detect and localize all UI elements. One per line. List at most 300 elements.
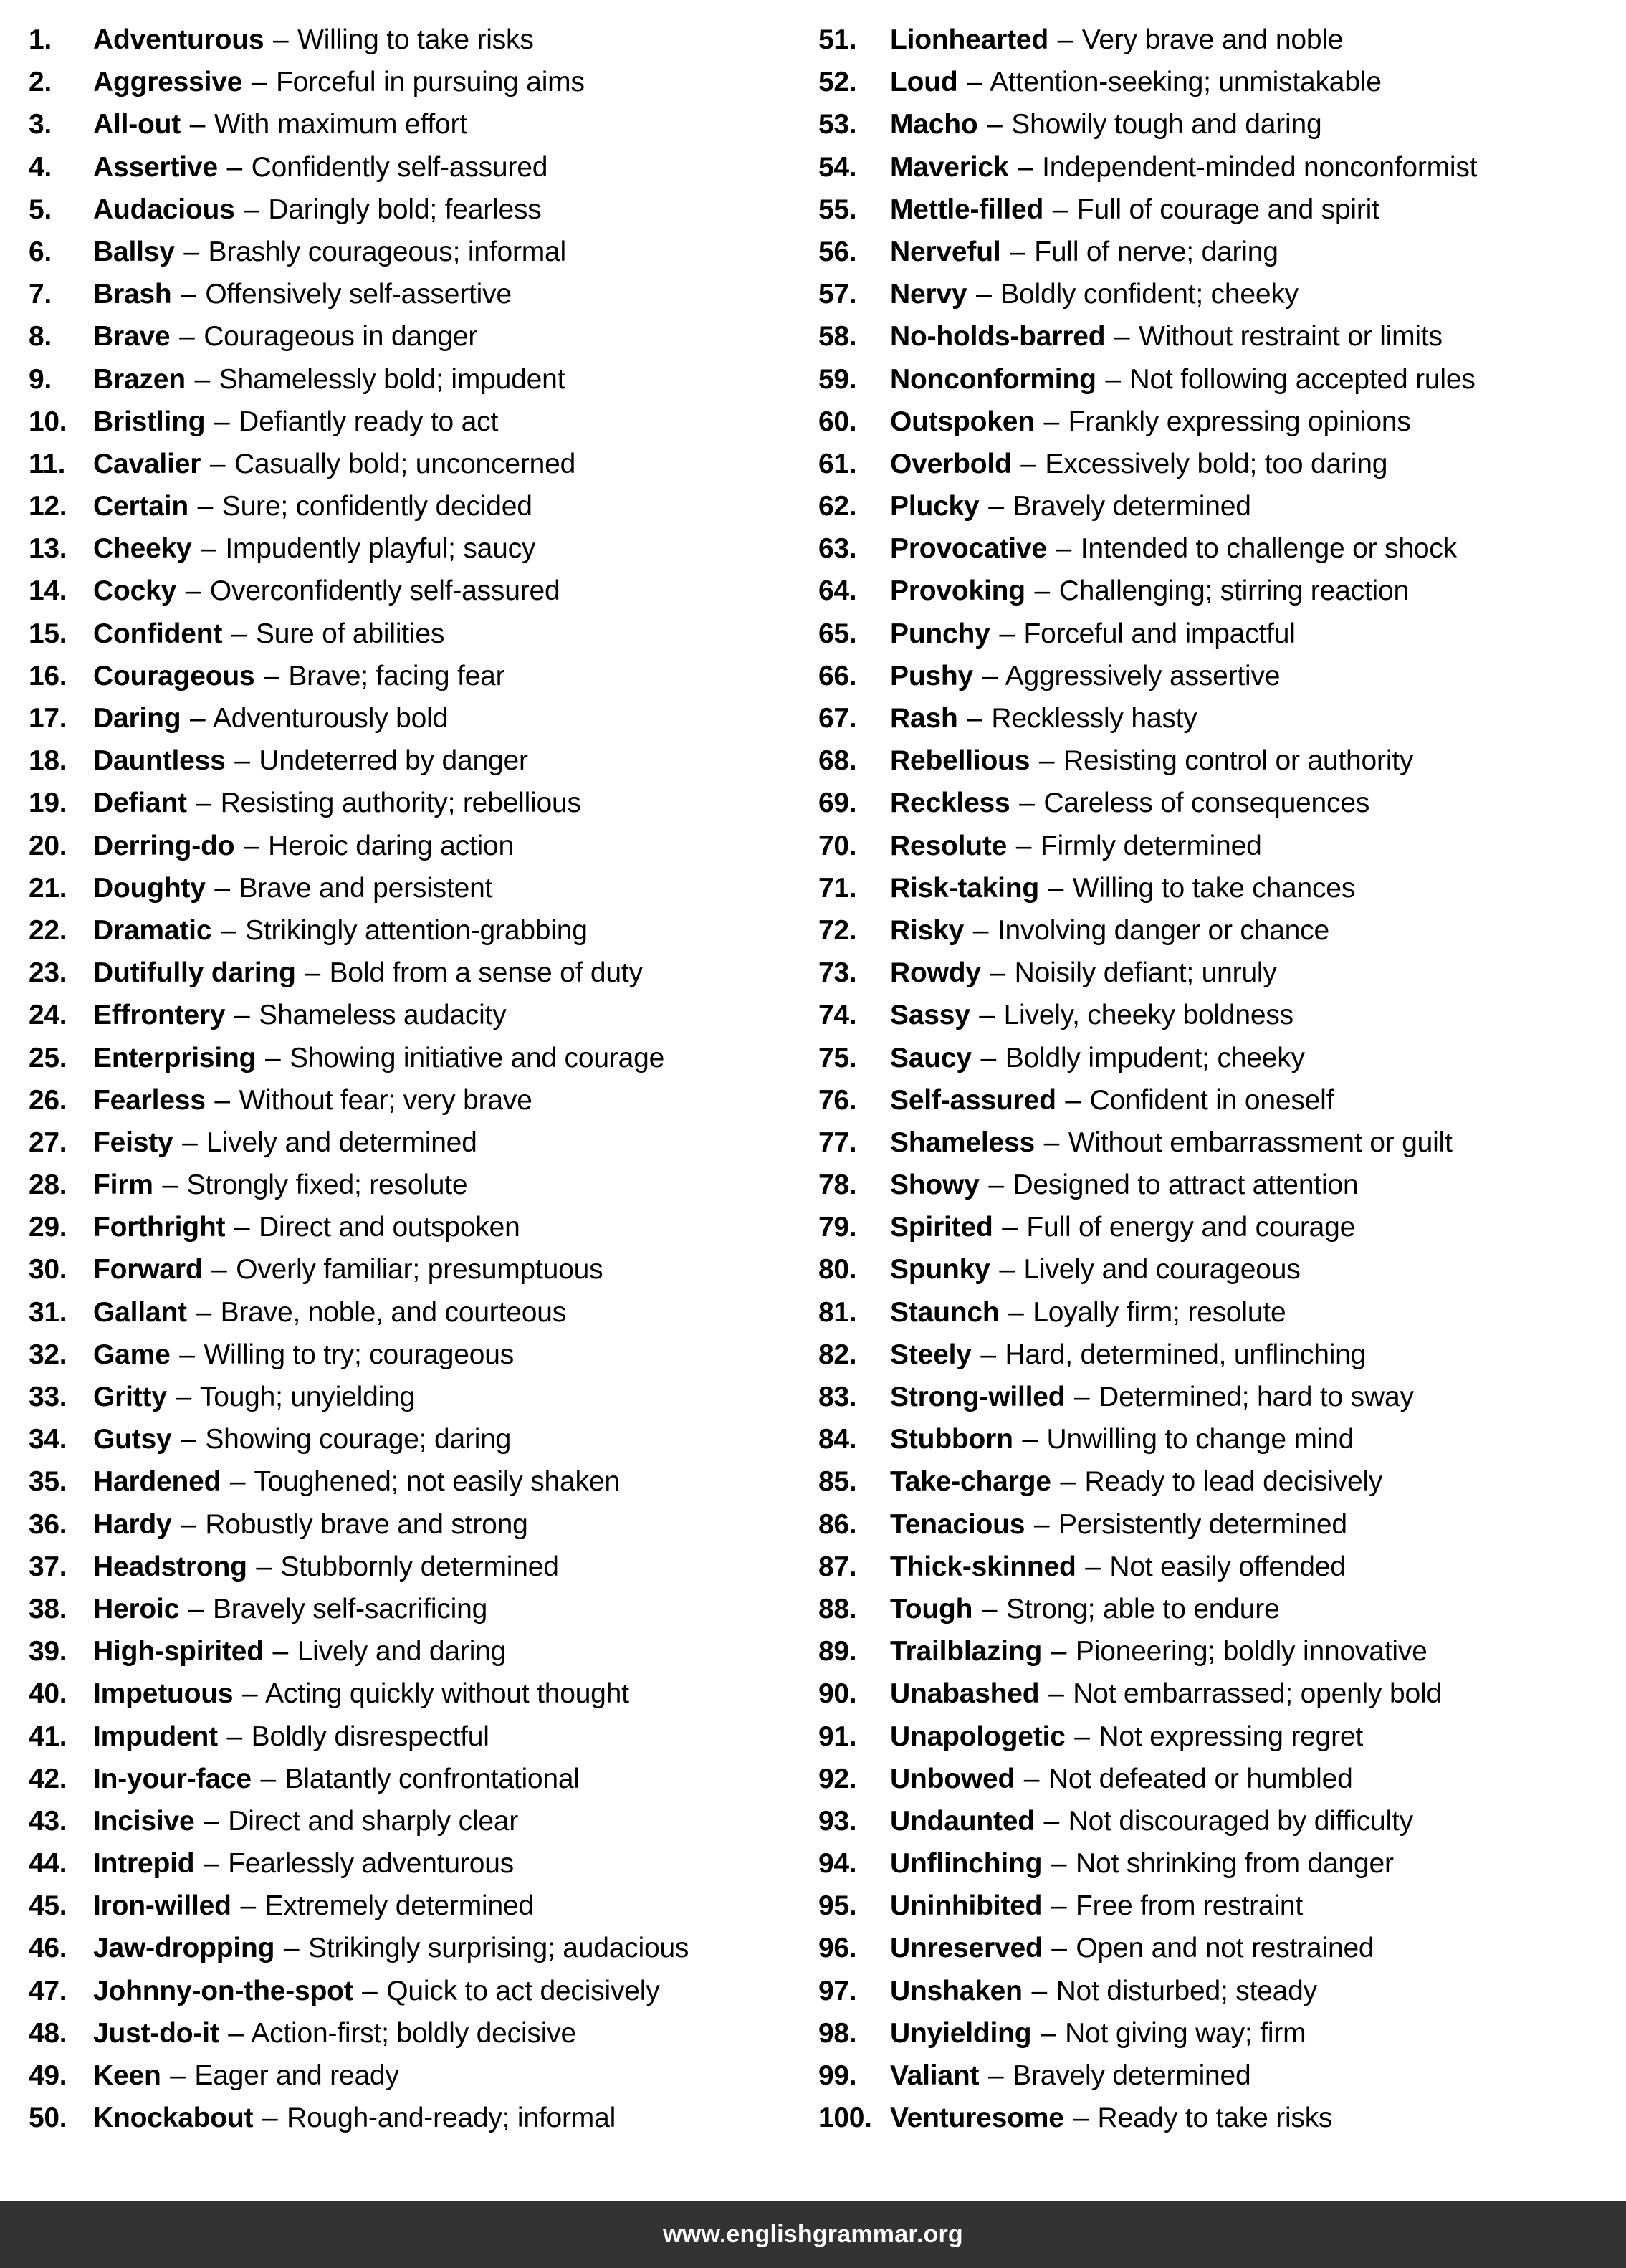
list-item-text bbox=[890, 2012, 1620, 2054]
list-item-text bbox=[93, 952, 807, 994]
list-item-word: Saucy bbox=[890, 1042, 972, 1073]
list-item-word: Undaunted bbox=[890, 1805, 1035, 1837]
list-item-separator: – bbox=[1040, 2017, 1056, 2049]
list-item-separator: – bbox=[1051, 1933, 1067, 1964]
list-item-number: 29. bbox=[29, 1212, 67, 1243]
list-item-definition: Full of courage and spirit bbox=[1076, 193, 1379, 225]
list-item bbox=[818, 867, 1620, 909]
list-item-definition: Quick to act decisively bbox=[386, 1975, 660, 2006]
list-item bbox=[24, 146, 807, 188]
list-item-number: 61. bbox=[818, 448, 857, 479]
list-item-text bbox=[93, 1164, 807, 1206]
list-item-text bbox=[890, 273, 1620, 315]
list-item-separator: – bbox=[196, 788, 211, 819]
list-item-number: 48. bbox=[29, 2017, 67, 2049]
list-item-word: Unabashed bbox=[890, 1678, 1040, 1710]
list-item-text bbox=[93, 146, 807, 188]
list-item-text bbox=[890, 1291, 1620, 1334]
list-item-separator: – bbox=[228, 2017, 244, 2049]
list-item-definition: Noisily defiant; unruly bbox=[1014, 957, 1277, 989]
list-item-word: Just-do-it bbox=[93, 2017, 219, 2049]
list-item bbox=[818, 1503, 1620, 1546]
list-item-text bbox=[890, 1206, 1620, 1248]
list-item bbox=[818, 1716, 1620, 1758]
list-item-definition: Strikingly surprising; audacious bbox=[308, 1933, 689, 1964]
list-item-separator: – bbox=[196, 1296, 211, 1328]
list-item-separator: – bbox=[1051, 1848, 1067, 1880]
list-item-word: Steely bbox=[890, 1339, 972, 1370]
list-item bbox=[24, 697, 807, 740]
list-item-text bbox=[93, 358, 807, 401]
list-item-number: 25. bbox=[29, 1042, 67, 1073]
left-column bbox=[0, 19, 813, 2201]
list-item-word: Assertive bbox=[93, 151, 218, 183]
list-item bbox=[818, 1842, 1620, 1885]
list-item-definition: Daringly bold; fearless bbox=[268, 193, 542, 225]
list-item bbox=[24, 1758, 807, 1800]
list-item-text bbox=[93, 1588, 807, 1630]
list-item-number: 92. bbox=[818, 1763, 857, 1794]
list-item bbox=[24, 740, 807, 782]
list-item-text bbox=[93, 825, 807, 867]
list-item bbox=[24, 527, 807, 570]
list-item-definition: Sure of abilities bbox=[255, 618, 445, 649]
list-item bbox=[818, 1334, 1620, 1376]
list-item bbox=[24, 443, 807, 485]
list-item-word: Daring bbox=[93, 703, 181, 734]
list-item-word: Unflinching bbox=[890, 1848, 1043, 1880]
list-item-number: 69. bbox=[818, 788, 857, 819]
list-item-definition: Loyally firm; resolute bbox=[1033, 1296, 1286, 1328]
list-item-word: Pushy bbox=[890, 660, 974, 692]
list-item-definition: Action-first; boldly decisive bbox=[251, 2017, 576, 2049]
list-item-definition: Lively, cheeky boldness bbox=[1003, 1000, 1293, 1031]
list-item bbox=[818, 1121, 1620, 1164]
list-item-definition: Boldly confident; cheeky bbox=[1000, 279, 1299, 310]
list-item-text bbox=[890, 740, 1620, 782]
list-item-separator: – bbox=[264, 660, 279, 692]
list-item-word: Knockabout bbox=[93, 2102, 254, 2134]
list-item-word: Dutifully daring bbox=[93, 957, 296, 989]
list-item-definition: Without embarrassment or guilt bbox=[1068, 1126, 1453, 1158]
list-item bbox=[24, 1503, 807, 1546]
list-item-word: Feisty bbox=[93, 1126, 173, 1158]
list-item-number: 97. bbox=[818, 1975, 857, 2006]
list-item-separator: – bbox=[982, 660, 998, 692]
list-item-word: Spirited bbox=[890, 1212, 993, 1243]
list-item-text bbox=[93, 1206, 807, 1248]
list-item-number: 79. bbox=[818, 1212, 857, 1243]
list-item-number: 87. bbox=[818, 1551, 857, 1582]
list-item-word: Unyielding bbox=[890, 2017, 1032, 2049]
list-item-text bbox=[890, 1970, 1620, 2012]
list-item-text bbox=[93, 613, 807, 655]
list-item-word: Showy bbox=[890, 1169, 980, 1201]
list-item-word: Gutsy bbox=[93, 1424, 172, 1455]
list-item-number: 3. bbox=[29, 109, 52, 140]
list-item bbox=[24, 273, 807, 315]
list-item-definition: Without fear; very brave bbox=[239, 1084, 532, 1116]
list-item-word: In-your-face bbox=[93, 1763, 252, 1794]
list-item-definition: Eager and ready bbox=[194, 2060, 399, 2091]
list-item-separator: – bbox=[305, 957, 320, 989]
list-item-separator: – bbox=[204, 1848, 219, 1880]
list-item-word: Heroic bbox=[93, 1593, 180, 1625]
list-item-word: Johnny-on-the-spot bbox=[93, 1975, 353, 2006]
list-item-number: 89. bbox=[818, 1636, 857, 1667]
list-item-separator: – bbox=[201, 533, 216, 565]
list-item bbox=[24, 315, 807, 358]
list-item bbox=[24, 1418, 807, 1460]
list-item-definition: Lively and courageous bbox=[1023, 1254, 1301, 1286]
list-item-number: 91. bbox=[818, 1721, 857, 1752]
list-item-separator: – bbox=[980, 1339, 996, 1370]
list-item-text bbox=[890, 1800, 1620, 1842]
list-item-separator: – bbox=[1034, 575, 1051, 607]
list-item-definition: Free from restraint bbox=[1076, 1890, 1303, 1922]
list-item-separator: – bbox=[204, 1805, 219, 1837]
list-item-number: 70. bbox=[818, 830, 857, 861]
list-item-number: 19. bbox=[29, 788, 67, 819]
list-item bbox=[24, 2012, 807, 2054]
list-item-definition: Aggressively assertive bbox=[1005, 660, 1281, 692]
list-item bbox=[24, 909, 807, 952]
list-item-word: Incisive bbox=[93, 1805, 195, 1837]
list-item-definition: Full of nerve; daring bbox=[1034, 236, 1278, 267]
list-item-text bbox=[890, 1503, 1620, 1546]
list-item-number: 43. bbox=[29, 1805, 67, 1837]
list-item-number: 81. bbox=[818, 1296, 857, 1328]
list-item-number: 6. bbox=[29, 236, 52, 267]
list-item bbox=[818, 146, 1620, 188]
list-item-separator: – bbox=[234, 745, 250, 777]
list-item bbox=[24, 1842, 807, 1885]
list-item-word: Intrepid bbox=[93, 1848, 195, 1880]
list-item bbox=[24, 2054, 807, 2097]
list-item-definition: Brashly courageous; informal bbox=[208, 236, 566, 267]
list-item-definition: Excessively bold; too daring bbox=[1045, 448, 1388, 479]
list-item-number: 41. bbox=[29, 1721, 67, 1752]
list-item-text bbox=[93, 485, 807, 527]
list-item-word: Plucky bbox=[890, 491, 980, 522]
list-item-definition: Brave and persistent bbox=[239, 872, 493, 904]
list-item-word: Uninhibited bbox=[890, 1890, 1043, 1922]
list-item-separator: – bbox=[262, 2102, 278, 2134]
list-item-text bbox=[890, 1164, 1620, 1206]
list-item-number: 28. bbox=[29, 1169, 67, 1201]
list-item-separator: – bbox=[1002, 1212, 1018, 1243]
list-item bbox=[24, 1376, 807, 1418]
list-item-separator: – bbox=[181, 279, 196, 310]
list-item-definition: Direct and outspoken bbox=[259, 1212, 520, 1243]
list-item-word: Tough bbox=[890, 1593, 973, 1625]
list-item-number: 53. bbox=[818, 109, 857, 140]
list-item bbox=[818, 994, 1620, 1036]
list-item-word: Stubborn bbox=[890, 1424, 1013, 1455]
list-item bbox=[24, 1291, 807, 1334]
list-item bbox=[818, 1248, 1620, 1291]
list-item-separator: – bbox=[1114, 321, 1130, 353]
list-item bbox=[818, 231, 1620, 273]
list-item-separator: – bbox=[214, 1084, 230, 1116]
list-item-number: 99. bbox=[818, 2060, 857, 2091]
list-item-text bbox=[93, 1546, 807, 1588]
list-item-separator: – bbox=[990, 957, 1005, 989]
footer-website-url: www.englishgrammar.org bbox=[663, 2221, 963, 2248]
list-item-word: Forthright bbox=[93, 1212, 226, 1243]
list-item-definition: Lively and daring bbox=[297, 1636, 507, 1667]
list-item-number: 36. bbox=[29, 1508, 67, 1540]
list-item-text bbox=[890, 825, 1620, 867]
list-item-separator: – bbox=[1033, 1508, 1050, 1540]
list-item bbox=[818, 401, 1620, 443]
list-item-definition: Blatantly confrontational bbox=[284, 1763, 580, 1794]
list-item-text bbox=[93, 19, 807, 61]
list-item-number: 47. bbox=[29, 1975, 67, 2006]
list-item-text bbox=[890, 1927, 1620, 1969]
list-item-number: 37. bbox=[29, 1551, 67, 1582]
list-item-definition: Determined; hard to sway bbox=[1099, 1382, 1414, 1412]
list-item bbox=[818, 1079, 1620, 1121]
list-item-definition: Intended to challenge or shock bbox=[1080, 533, 1457, 565]
list-item-text bbox=[93, 527, 807, 570]
list-item-separator: – bbox=[1073, 2102, 1089, 2134]
list-item-text bbox=[93, 1460, 807, 1503]
list-item-separator: – bbox=[987, 109, 1003, 140]
list-item-definition: Brave, noble, and courteous bbox=[220, 1296, 567, 1328]
list-item-separator: – bbox=[1060, 1466, 1076, 1498]
list-item-word: Brazen bbox=[93, 363, 186, 395]
list-item-definition: Bravely self-sacrificing bbox=[212, 1593, 488, 1625]
list-item bbox=[818, 1206, 1620, 1248]
list-item bbox=[24, 1079, 807, 1121]
list-item-separator: – bbox=[1010, 236, 1025, 267]
list-item bbox=[24, 19, 807, 61]
list-item-word: Bristling bbox=[93, 406, 206, 437]
list-item-definition: Resisting control or authority bbox=[1063, 745, 1414, 777]
list-item-separator: – bbox=[1051, 1636, 1067, 1667]
list-item-text bbox=[890, 1376, 1620, 1418]
list-item-word: No-holds-barred bbox=[890, 321, 1106, 353]
list-item-word: Gallant bbox=[93, 1296, 187, 1328]
list-item-word: Impudent bbox=[93, 1721, 218, 1752]
list-item bbox=[818, 570, 1620, 612]
list-item-definition: Pioneering; boldly innovative bbox=[1075, 1636, 1427, 1667]
list-item-separator: – bbox=[243, 830, 259, 861]
list-item-text bbox=[890, 1248, 1620, 1291]
list-item bbox=[24, 994, 807, 1036]
list-item-definition: Defiantly ready to act bbox=[239, 406, 499, 437]
list-item-text bbox=[890, 909, 1620, 952]
list-item-text bbox=[93, 1716, 807, 1758]
list-item-separator: – bbox=[182, 1126, 198, 1158]
list-item-text bbox=[890, 401, 1620, 443]
list-item bbox=[818, 443, 1620, 485]
footer-bar bbox=[0, 2201, 1626, 2268]
list-item-separator: – bbox=[176, 1382, 191, 1412]
list-item-text bbox=[93, 1927, 807, 1969]
list-item-definition: Involving danger or chance bbox=[997, 914, 1329, 946]
list-item bbox=[818, 1291, 1620, 1334]
list-item-separator: – bbox=[1105, 363, 1121, 395]
list-item-number: 67. bbox=[818, 703, 857, 734]
list-item-separator: – bbox=[1022, 1424, 1038, 1455]
list-item-word: Dauntless bbox=[93, 745, 226, 777]
right-column bbox=[813, 19, 1625, 2201]
list-item-word: Venturesome bbox=[890, 2102, 1064, 2134]
list-item-number: 88. bbox=[818, 1593, 857, 1625]
list-item-word: Brash bbox=[93, 279, 172, 310]
list-item-word: Staunch bbox=[890, 1296, 1000, 1328]
list-item-word: Valiant bbox=[890, 2060, 980, 2091]
list-item bbox=[24, 1164, 807, 1206]
list-item-separator: – bbox=[1020, 448, 1036, 479]
list-item-word: Effrontery bbox=[93, 1000, 226, 1031]
list-item-separator: – bbox=[1048, 1678, 1064, 1710]
list-item-word: Cocky bbox=[93, 575, 177, 607]
list-item bbox=[818, 1418, 1620, 1460]
list-item-definition: Impudently playful; saucy bbox=[225, 533, 536, 565]
list-item-definition: Not discouraged by difficulty bbox=[1068, 1805, 1413, 1837]
list-item-separator: – bbox=[980, 1042, 997, 1073]
list-item-separator: – bbox=[188, 1593, 204, 1625]
list-item-text bbox=[93, 103, 807, 145]
list-item-definition: Bravely determined bbox=[1013, 491, 1251, 522]
list-item-number: 42. bbox=[29, 1763, 67, 1794]
list-item-definition: Not easily offended bbox=[1109, 1551, 1346, 1582]
list-item-separator: – bbox=[197, 491, 214, 522]
list-item-definition: Shamelessly bold; impudent bbox=[219, 363, 565, 395]
list-item-word: Rash bbox=[890, 703, 958, 734]
list-item-number: 44. bbox=[29, 1848, 67, 1880]
list-item bbox=[818, 2012, 1620, 2054]
list-item-number: 90. bbox=[818, 1678, 857, 1710]
list-item bbox=[24, 1630, 807, 1673]
list-item-number: 38. bbox=[29, 1593, 67, 1625]
list-item-text bbox=[890, 231, 1620, 273]
list-item-separator: – bbox=[214, 406, 230, 437]
list-item-separator: – bbox=[189, 109, 206, 140]
list-item bbox=[24, 1800, 807, 1842]
list-item-separator: – bbox=[1057, 24, 1073, 55]
list-item-text bbox=[890, 1588, 1620, 1630]
list-item-separator: – bbox=[256, 1551, 272, 1582]
list-item-text bbox=[890, 867, 1620, 909]
list-item-definition: Toughened; not easily shaken bbox=[254, 1466, 620, 1498]
list-item-number: 66. bbox=[818, 660, 857, 692]
list-item-word: Rebellious bbox=[890, 745, 1030, 777]
list-item-separator: – bbox=[988, 491, 1004, 522]
list-item-word: Iron-willed bbox=[93, 1890, 231, 1922]
list-item-text bbox=[890, 655, 1620, 697]
list-item-word: Nonconforming bbox=[890, 363, 1096, 395]
list-item-text bbox=[890, 103, 1620, 145]
list-item-number: 45. bbox=[29, 1890, 67, 1922]
list-item-definition: Confident in oneself bbox=[1089, 1084, 1334, 1116]
list-item bbox=[818, 1376, 1620, 1418]
list-item-definition: Showing courage; daring bbox=[205, 1424, 512, 1455]
list-item-number: 14. bbox=[29, 575, 67, 607]
list-item-definition: Sure; confidently decided bbox=[221, 491, 532, 522]
list-item-number: 1. bbox=[29, 24, 52, 55]
list-item-definition: Lively and determined bbox=[206, 1126, 477, 1158]
list-item-text bbox=[93, 1970, 807, 2012]
list-item-definition: Very brave and noble bbox=[1081, 24, 1344, 55]
list-item-definition: Not shrinking from danger bbox=[1076, 1848, 1394, 1880]
list-item-definition: Willing to take chances bbox=[1072, 872, 1356, 904]
list-item bbox=[818, 19, 1620, 61]
list-item-separator: – bbox=[976, 279, 992, 310]
list-item-number: 26. bbox=[29, 1084, 67, 1116]
list-item-text bbox=[93, 1673, 807, 1715]
list-item-number: 23. bbox=[29, 957, 67, 989]
list-item-word: Headstrong bbox=[93, 1551, 247, 1582]
list-item-number: 63. bbox=[818, 533, 857, 565]
list-item-word: Resolute bbox=[890, 830, 1008, 861]
list-item-definition: Attention-seeking; unmistakable bbox=[990, 67, 1382, 98]
list-item-word: Audacious bbox=[93, 193, 235, 225]
list-item-word: All-out bbox=[93, 109, 181, 140]
list-item-text bbox=[93, 867, 807, 909]
list-item bbox=[24, 1588, 807, 1630]
list-item-word: Nerveful bbox=[890, 236, 1001, 267]
list-item-number: 72. bbox=[818, 914, 857, 946]
list-item-text bbox=[93, 1334, 807, 1376]
list-item-word: Dramatic bbox=[93, 914, 212, 946]
list-item-word: Take-charge bbox=[890, 1466, 1051, 1498]
list-item-text bbox=[890, 1842, 1620, 1885]
list-item bbox=[818, 782, 1620, 824]
list-item-number: 59. bbox=[818, 363, 857, 395]
list-item bbox=[818, 485, 1620, 527]
list-item bbox=[818, 273, 1620, 315]
list-item-separator: – bbox=[234, 1000, 250, 1031]
list-item-separator: – bbox=[987, 2060, 1004, 2091]
list-item-text bbox=[890, 1630, 1620, 1673]
list-item-word: Risky bbox=[890, 914, 965, 946]
list-item-word: Provocative bbox=[890, 533, 1047, 565]
list-item-definition: Not following accepted rules bbox=[1129, 363, 1476, 395]
list-item bbox=[818, 825, 1620, 867]
list-item-separator: – bbox=[211, 1254, 227, 1286]
list-item bbox=[818, 1673, 1620, 1715]
list-item-text bbox=[890, 1673, 1620, 1715]
list-item-number: 98. bbox=[818, 2017, 857, 2049]
list-item-text bbox=[93, 740, 807, 782]
list-item-number: 64. bbox=[818, 575, 857, 607]
list-item-word: Fearless bbox=[93, 1084, 206, 1116]
list-item-word: Maverick bbox=[890, 151, 1009, 183]
list-item-number: 27. bbox=[29, 1126, 67, 1158]
list-item-word: Sassy bbox=[890, 1000, 970, 1031]
list-item-text bbox=[93, 697, 807, 740]
list-item-number: 56. bbox=[818, 236, 857, 267]
list-item-separator: – bbox=[229, 1466, 246, 1498]
list-item-definition: Independent-minded nonconformist bbox=[1042, 151, 1478, 183]
list-item-definition: Bold from a sense of duty bbox=[329, 957, 643, 989]
list-item-separator: – bbox=[362, 1975, 378, 2006]
list-item-number: 71. bbox=[818, 872, 857, 904]
list-item-word: Shameless bbox=[890, 1126, 1035, 1158]
list-item-separator: – bbox=[260, 1763, 276, 1794]
list-item-word: Rowdy bbox=[890, 957, 981, 989]
list-item-separator: – bbox=[1019, 788, 1035, 819]
list-item-text bbox=[890, 485, 1620, 527]
list-item-text bbox=[93, 1842, 807, 1885]
list-item-definition: Brave; facing fear bbox=[288, 660, 505, 692]
list-item-separator: – bbox=[1085, 1551, 1101, 1582]
list-item-number: 96. bbox=[818, 1933, 857, 1964]
